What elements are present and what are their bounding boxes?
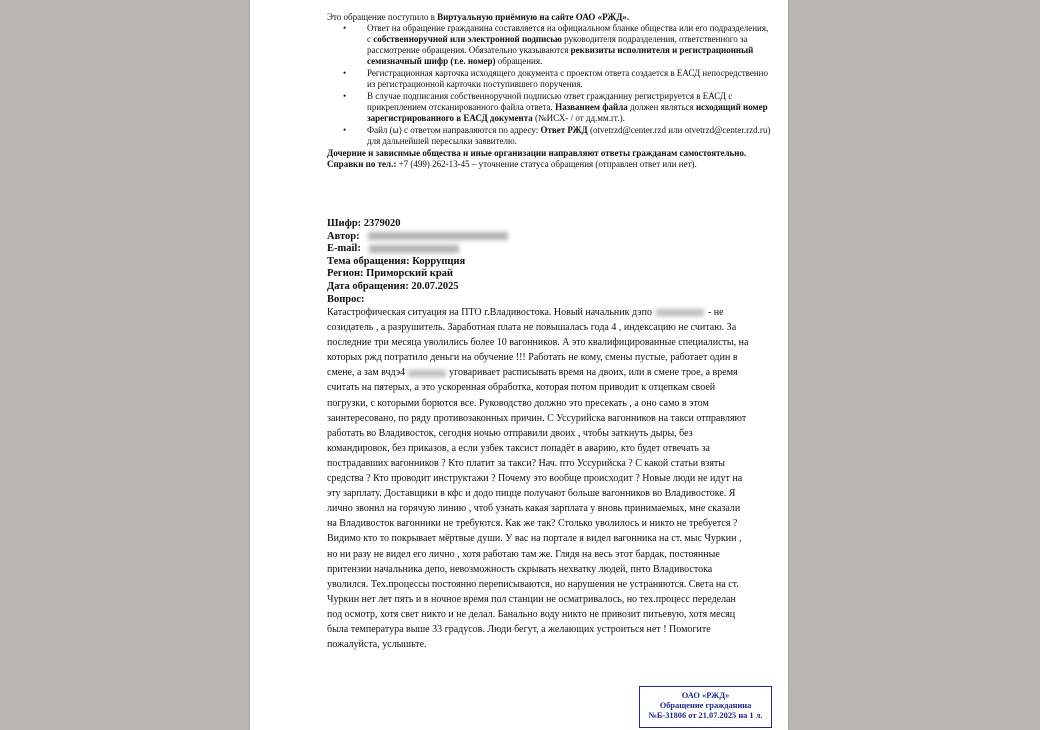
instruction-item: • Регистрационная карточка исходящего документа с проектом ответа создается в ЕАСД непосредственно из регистрационной карточки поступившего поручения. [343,68,768,89]
instruction-item: • Файл (ы) с ответом направляются по адресу: Ответ РЖД (otvetrzd@center.rzd или otvetrzd@center.rzd.ru) для дальнейшей пересылки заявителю. [343,125,771,146]
stamp-org: ОАО «РЖД» [681,691,730,700]
author-line: Автор: [327,231,767,244]
phone-line: Справки по тел.: +7 (499) 262-13-45 – уточнение статуса обращения (отправлен ответ или нет). [327,159,697,169]
question-label: Вопрос: [327,293,365,305]
question-text: Катастрофическая ситуация на ПТО г.Владивостока. Новый начальник дэпо - не созидатель , а разрушитель. Заработная плата не повышалась года 4 , индексацию не считаю. За последние три месяца уволились более 10 вагонников. А это квалифицированные специалисты, на которых ржд потратило деньги на обучение !!! Работать не кому, смены пустые, работает один в смене, а зам вчдэ4 уговаривает расписывать время на двоих, или в смене трое, а время считать на пятерых, а это ускоренная обработка, которая потом приводит к отцепкам своей погрузки, с которыми борются все. Руководство должно это пресекать , а оно само в этом заинтересовано, по ряду противозаконных причин. С Уссурийска вагонников на такси отправляют работать во Владивосток, сегодня ночью отправили двоих , чтобы заткнуть дыры, без командировок, без приказов, а если узбек таксист попадёт в аварию, кто будет отвечать за пострадавших вагонников ? Кто платит за такси? Нач. пто Уссурийска ? С какой статьи взяты средства ? Кто проводит инструктажи ? Почему это вообще происходит ? Новые люди не идут на эту зарплату. Доставщики в кфс и додо пицце получают больше вагонников во Владивостоке. Я лично звонил на горячую линию , чтоб узнать какая зарплата у вновь принимаемых, мне сказали на Владивосток вагонники не требуются. Как же так? Столько уволилось и никто не требуется ? Видимо кто то покрывает мёртвые души. У вас на портале я видел вагонника на ст. мыс Чуркин , но ни разу не видел его лично , хотя работаю там же. Глядя на весь этот бардак, постоянные притензии начальника депо, невозможность скрывать нехватку людей, пнто Владивостока уволился. Тех.процессы постоянно переписываются, но нарушения не устраняются. Света на ст. Чуркин нет лет пять и в ночное время пол станции не осматривалось, но тех.процесс переделан под осмотр, хотя свет никто и не делал. Банально воду никто не привозит питьевую, хотя месяц была температура выше 33 градусов. Люди бегут, а желающих устроиться нет ! Помогите пожалуйста, услышьте. [327,307,749,651]
stamp-number: №Б-31806 от 21.07.2025 на 1 л. [648,711,763,720]
topic-line: Тема обращения: Коррупция [327,255,466,267]
email-line: E-mail: [327,243,767,256]
document-page [250,0,788,730]
redacted-author [368,232,508,240]
instruction-item: • Ответ на обращение гражданина составляется на официальном бланке общества или его подразделения, с собственноручной или электронной подписью руководителя подразделения, ответственного за рассмотрение обращения. Обязательно указываются реквизиты исполнителя и регистрационный семизначный шифр (т.е. номер) обращения. [343,23,769,66]
intro-line: Это обращение поступило в Виртуальную приёмную на сайте ОАО «РЖД». [327,12,630,22]
redacted-name [656,309,704,316]
appeal-meta [327,218,767,306]
region-line: Регион: Приморский край [327,268,453,280]
instructions-block [327,12,772,170]
bullet-icon: • [343,125,347,135]
redacted-name [408,370,446,377]
cipher-line: Шифр: 2379020 [327,218,401,229]
instructions-list [327,23,772,147]
bullet-icon: • [343,68,347,78]
redacted-email [369,245,459,253]
stamp-title: Обращение гражданина [659,701,752,710]
instruction-item: • В случае подписания собственноручной подписью ответ гражданину регистрируется в ЕАСД с прикреплением отсканированного файла ответа. Названием файла должен являться исходящий номер зарегистрированного в ЕАСД документа (№ИСХ- / от дд.мм.гг.). [343,91,768,123]
date-line: Дата обращения: 20.07.2025 [327,280,459,292]
subsidiaries-note: Дочерние и зависимые общества и иные организации направляют ответы гражданам самостоятельно. [327,148,747,158]
registration-stamp [639,686,772,728]
bullet-icon: • [343,23,347,33]
bullet-icon: • [343,91,347,101]
